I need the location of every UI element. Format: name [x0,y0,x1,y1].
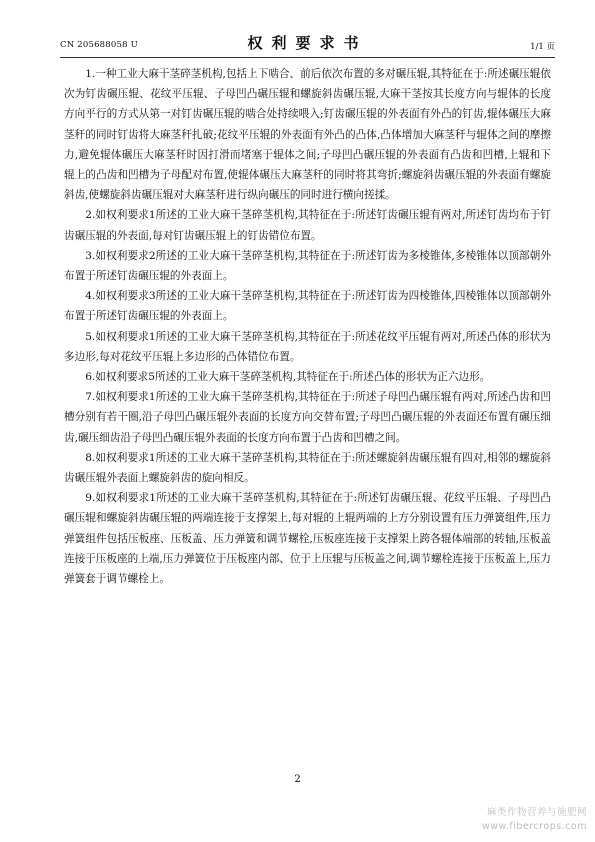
claim-3: 3.如权利要求2所述的工业大麻干茎碎茎机构,其特征在于:所述钉齿为多棱锥体,多棱锥体以顶部朝外布置于所述钉齿碾压辊的外表面上。 [64,249,551,283]
page-number: 2 [294,774,301,785]
claim-5: 5.如权利要求1所述的工业大麻干茎碎茎机构,其特征在于:所述花纹平压辊有两对,所述凸体的形状为多边形,每对花纹平压辊上多边形的凸体错位布置。 [64,330,551,363]
claim-8: 8.如权利要求1所述的工业大麻干茎碎茎机构,其特征在于:所述螺旋斜齿碾压辊有四对,相邻的螺旋斜齿碾压辊外表面上螺旋斜齿的旋向相反。 [64,451,551,485]
claim-7: 7.如权利要求1所述的工业大麻干茎碎茎机构,其特征在于:所述子母凹凸碾压辊有两对,所述凸齿和凹槽分别有若干圈,沿子母凹凸碾压辊外表面的长度方向交替布置;子母凹凸碾压辊的外表面还布置有碾压细齿,碾压细齿沿子母凹凸碾压辊外表面的长度方向布置于凸齿和凹槽之间。 [64,391,551,444]
watermark-url: www.fibercrops.com [481,821,587,832]
claims-body [64,64,551,589]
document-title: 权利要求书 [247,34,368,52]
page-header [60,32,555,56]
page-indicator: 1/1 页 [530,42,555,52]
claim-6: 6.如权利要求5所述的工业大麻干茎碎茎机构,其特征在于:所述凸体的形状为正六边形。 [85,371,491,384]
header-divider [60,57,555,58]
claim-9: 9.如权利要求1所述的工业大麻干茎碎茎机构,其特征在于:所述钉齿碾压辊、花纹平压辊、子母凹凸碾压辊和螺旋斜齿碾压辊的两端连接于支撑架上,每对辊的上辊两端的上方分别设置有压力弹簧组件,压力弹簧组件包括压板座、压板盖、压力弹簧和调节螺栓,压板座连接于支撑架上跨各辊体端部的转轴,压板盖连接于压板座的上端,压力弹簧位于压板座内部、位于上压辊与压板盖之间,调节螺栓连接于压板盖上,压力弹簧套于调节螺栓上。 [64,492,551,586]
publication-number: CN 205688058 U [60,40,138,50]
watermark-site-name: 麻类作物营养与施肥网 [486,807,587,818]
claim-2: 2.如权利要求1所述的工业大麻干茎碎茎机构,其特征在于:所述钉齿碾压辊有两对,所述钉齿均布于钉齿碾压辊的外表面,每对钉齿碾压辊上的钉齿错位布置。 [64,209,551,242]
watermark [482,806,587,834]
claim-4: 4.如权利要求3所述的工业大麻干茎碎茎机构,其特征在于:所述钉齿为四棱锥体,四棱锥体以顶部朝外布置于所述钉齿碾压辊的外表面上。 [64,290,551,323]
claim-1: 1.一种工业大麻干茎碎茎机构,包括上下啮合、前后依次布置的多对碾压辊,其特征在于:所述碾压辊依次为钉齿碾压辊、花纹平压辊、子母凹凸碾压辊和螺旋斜齿碾压辊,大麻干茎按其长度方向与辊体的长度方向平行的方式从第一对钉齿碾压辊的啮合处持续喂入;钉齿碾压辊的外表面有外凸的钉齿,辊体碾压大麻茎秆的同时钉齿将大麻茎秆扎破;花纹平压辊的外表面有外凸的凸体,凸体增加大麻茎秆与辊体之间的摩擦力,避免辊体碾压大麻茎秆时因打滑而堵塞于辊体之间;子母凹凸碾压辊的外表面有凸齿和凹槽,上辊和下辊上的凸齿和凹槽为子母配对布置,使辊体碾压大麻茎秆的同时将其弯折;螺旋斜齿碾压辊的外表面有螺旋斜齿,使螺旋斜齿碾压辊对大麻茎秆进行纵向碾压的同时进行横向搓揉。 [64,68,551,202]
